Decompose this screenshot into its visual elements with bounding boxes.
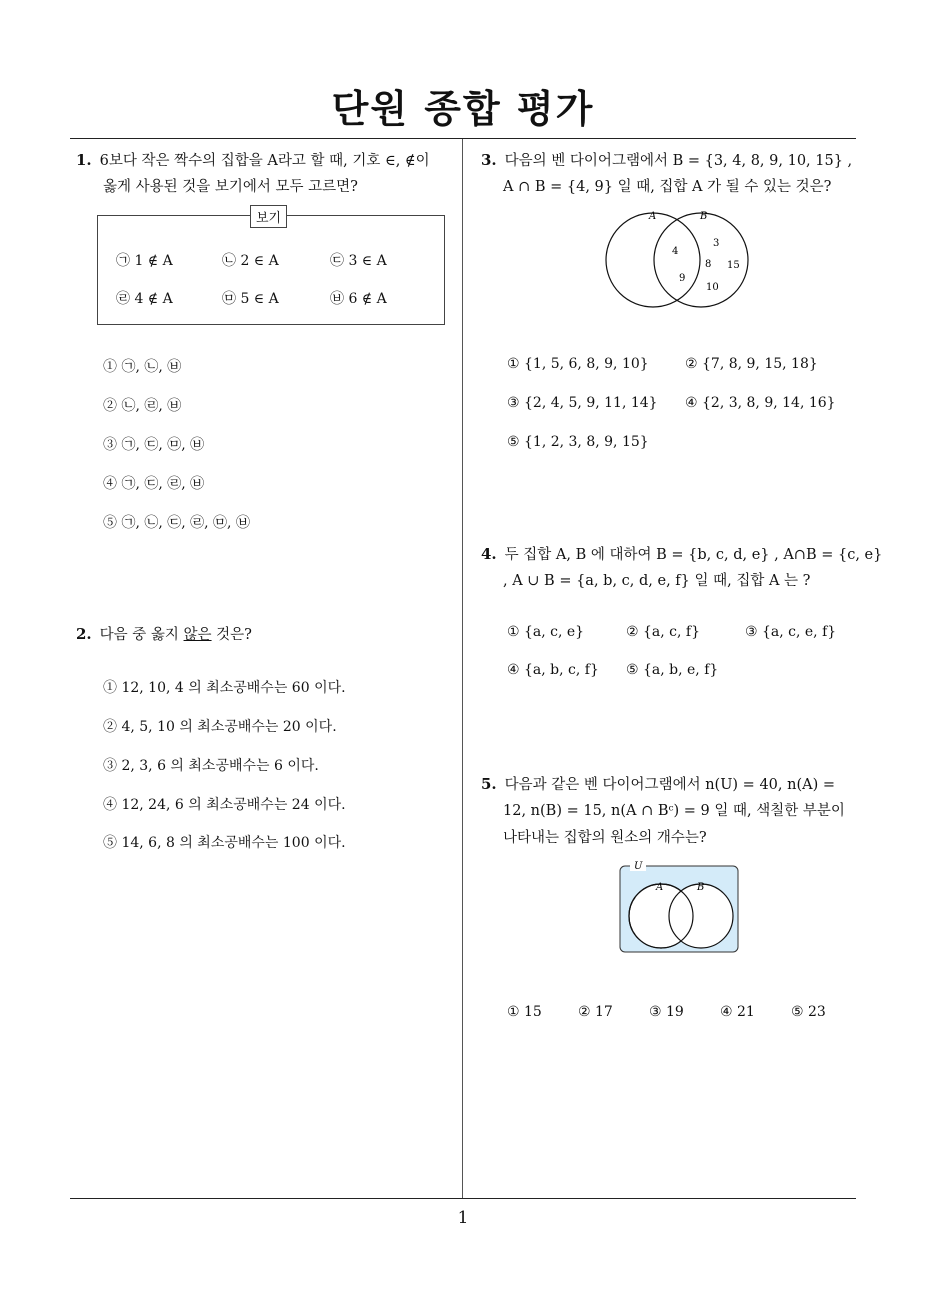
q4-option-1[interactable]: ① {a, c, e} [507,624,585,640]
q1-option-1[interactable]: ① ㉠, ㉡, ㉥ [103,359,182,375]
venn-label-b: B [700,211,708,222]
question-3-number: 3. [481,151,497,169]
box-item: ㉤ 5 ∈ A [222,291,279,307]
question-1-number: 1. [76,151,92,169]
question-3-line2: A ∩ B = {4, 9} 일 때, 집합 A 가 될 수 있는 것은? [503,179,832,195]
q2-option-3[interactable]: ③ 2, 3, 6 의 최소공배수는 6 이다. [103,758,319,774]
venn-label-u: U [634,861,643,872]
q2-option-5[interactable]: ⑤ 14, 6, 8 의 최소공배수는 100 이다. [103,835,346,851]
q3-option-4[interactable]: ④ {2, 3, 8, 9, 14, 16} [685,395,836,411]
question-4-line1: 4. 두 집합 A, B 에 대하여 B = {b, c, d, e} , A∩B = {c, e} [481,545,883,563]
q5-option-4[interactable]: ④ 21 [720,1004,755,1020]
q4-option-2[interactable]: ② {a, c, f} [626,624,700,640]
q2-option-1[interactable]: ① 12, 10, 4 의 최소공배수는 60 이다. [103,680,346,696]
q5-option-5[interactable]: ⑤ 23 [791,1004,826,1020]
venn-element: 8 [705,259,712,270]
q1-option-5[interactable]: ⑤ ㉠, ㉡, ㉢, ㉣, ㉤, ㉥ [103,515,250,531]
venn-element: 9 [679,273,686,284]
bottom-rule [70,1198,856,1199]
question-5-number: 5. [481,775,497,793]
column-divider [462,139,463,1199]
q4-option-4[interactable]: ④ {a, b, c, f} [507,662,599,678]
question-1-line2: 옳게 사용된 것을 보기에서 모두 고르면? [103,179,358,195]
q1-option-2[interactable]: ② ㉡, ㉣, ㉥ [103,398,182,414]
venn-diagram-q3 [605,208,755,310]
box-item: ㉡ 2 ∈ A [222,253,279,269]
q3-option-2[interactable]: ② {7, 8, 9, 15, 18} [685,356,818,372]
q3-option-3[interactable]: ③ {2, 4, 5, 9, 11, 14} [507,395,658,411]
question-5-line2: 12, n(B) = 15, n(A ∩ Bᶜ) = 9 일 때, 색칠한 부분이 [503,803,845,819]
q5-option-1[interactable]: ① 15 [507,1004,542,1020]
page-title: 단원 종합 평가 [331,87,595,131]
q4-option-3[interactable]: ③ {a, c, e, f} [745,624,837,640]
box-item: ㉠ 1 ∉ A [116,253,173,269]
example-box [97,215,445,325]
venn-element: 10 [706,282,719,293]
q3-option-1[interactable]: ① {1, 5, 6, 8, 9, 10} [507,356,649,372]
venn-label-a: A [656,882,664,893]
page-number: 1 [457,1208,469,1228]
venn-element: 15 [727,260,740,271]
venn-diagram-q5 [615,856,745,958]
box-item: ㉥ 6 ∉ A [330,291,387,307]
question-4-line2: , A ∪ B = {a, b, c, d, e, f} 일 때, 집합 A 는 ? [503,573,811,589]
box-item: ㉢ 3 ∈ A [330,253,387,269]
question-2-stem: 2. 다음 중 옳지 않은 것은? [76,625,252,643]
q3-option-5[interactable]: ⑤ {1, 2, 3, 8, 9, 15} [507,434,649,450]
question-2-number: 2. [76,625,92,643]
q2-option-4[interactable]: ④ 12, 24, 6 의 최소공배수는 24 이다. [103,797,346,813]
q1-option-3[interactable]: ③ ㉠, ㉢, ㉤, ㉥ [103,437,205,453]
q1-option-4[interactable]: ④ ㉠, ㉢, ㉣, ㉥ [103,476,205,492]
box-item: ㉣ 4 ∉ A [116,291,173,307]
venn-element: 4 [672,246,679,257]
venn-label-b: B [697,882,705,893]
question-5-line1: 5. 다음과 같은 벤 다이어그램에서 n(U) = 40, n(A) = [481,775,835,793]
q2-option-2[interactable]: ② 4, 5, 10 의 최소공배수는 20 이다. [103,719,337,735]
example-box-label: 보기 [250,205,287,228]
question-3-line1: 3. 다음의 벤 다이어그램에서 B = {3, 4, 8, 9, 10, 15} , [481,151,853,169]
question-1-line1: 1. 6보다 작은 짝수의 집합을 A라고 할 때, 기호 ∈, ∉이 [76,151,430,169]
q5-option-3[interactable]: ③ 19 [649,1004,684,1020]
venn-element: 3 [713,238,720,249]
venn-label-a: A [649,211,657,222]
question-4-number: 4. [481,545,497,563]
underlined-word: 않은 [183,627,212,643]
q5-option-2[interactable]: ② 17 [578,1004,613,1020]
top-rule [70,138,856,139]
q4-option-5[interactable]: ⑤ {a, b, e, f} [626,662,719,678]
question-5-line3: 나타내는 집합의 원소의 개수는? [503,830,707,846]
